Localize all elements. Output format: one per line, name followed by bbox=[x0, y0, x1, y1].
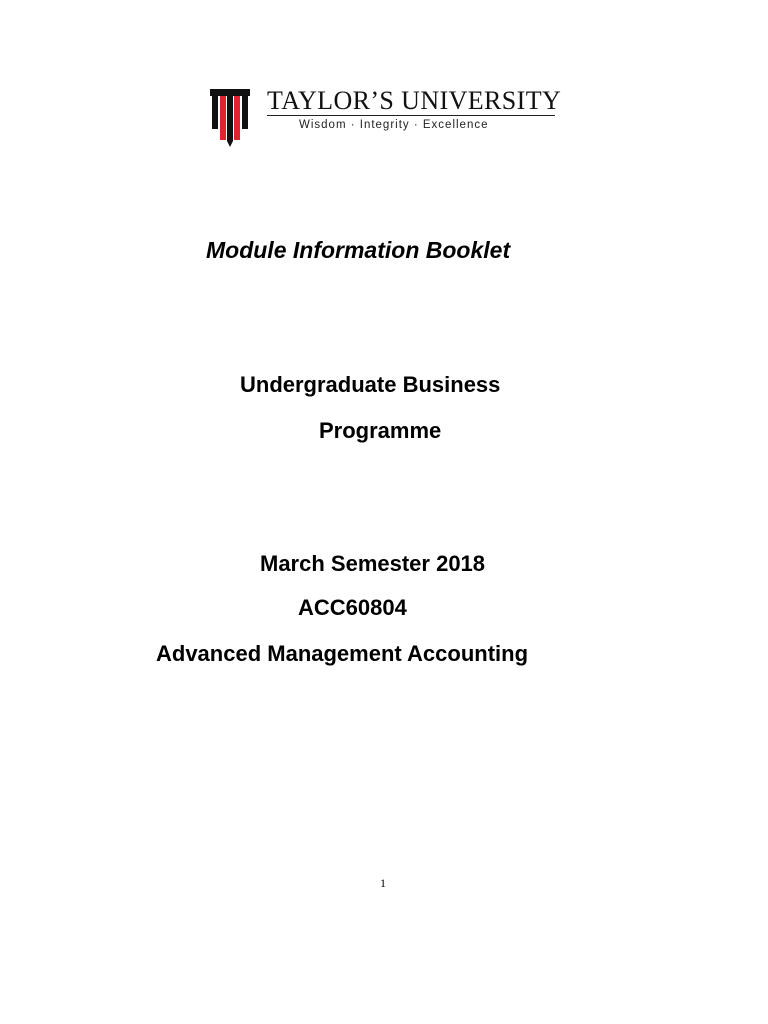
document-title: Module Information Booklet bbox=[206, 237, 511, 263]
taylors-crest-icon bbox=[208, 86, 252, 148]
logo-tagline: Wisdom · Integrity · Excellence bbox=[299, 119, 489, 131]
university-logo bbox=[208, 86, 562, 150]
page-number: 1 bbox=[380, 876, 386, 890]
programme-line-2: Programme bbox=[319, 418, 442, 443]
semester-heading: March Semester 2018 bbox=[260, 551, 486, 576]
module-code: ACC60804 bbox=[298, 595, 407, 620]
module-name: Advanced Management Accounting bbox=[156, 641, 529, 666]
logo-divider bbox=[267, 115, 555, 116]
logo-wordmark: TAYLOR’S UNIVERSITY bbox=[267, 86, 562, 115]
programme-line-1: Undergraduate Business bbox=[240, 372, 501, 397]
